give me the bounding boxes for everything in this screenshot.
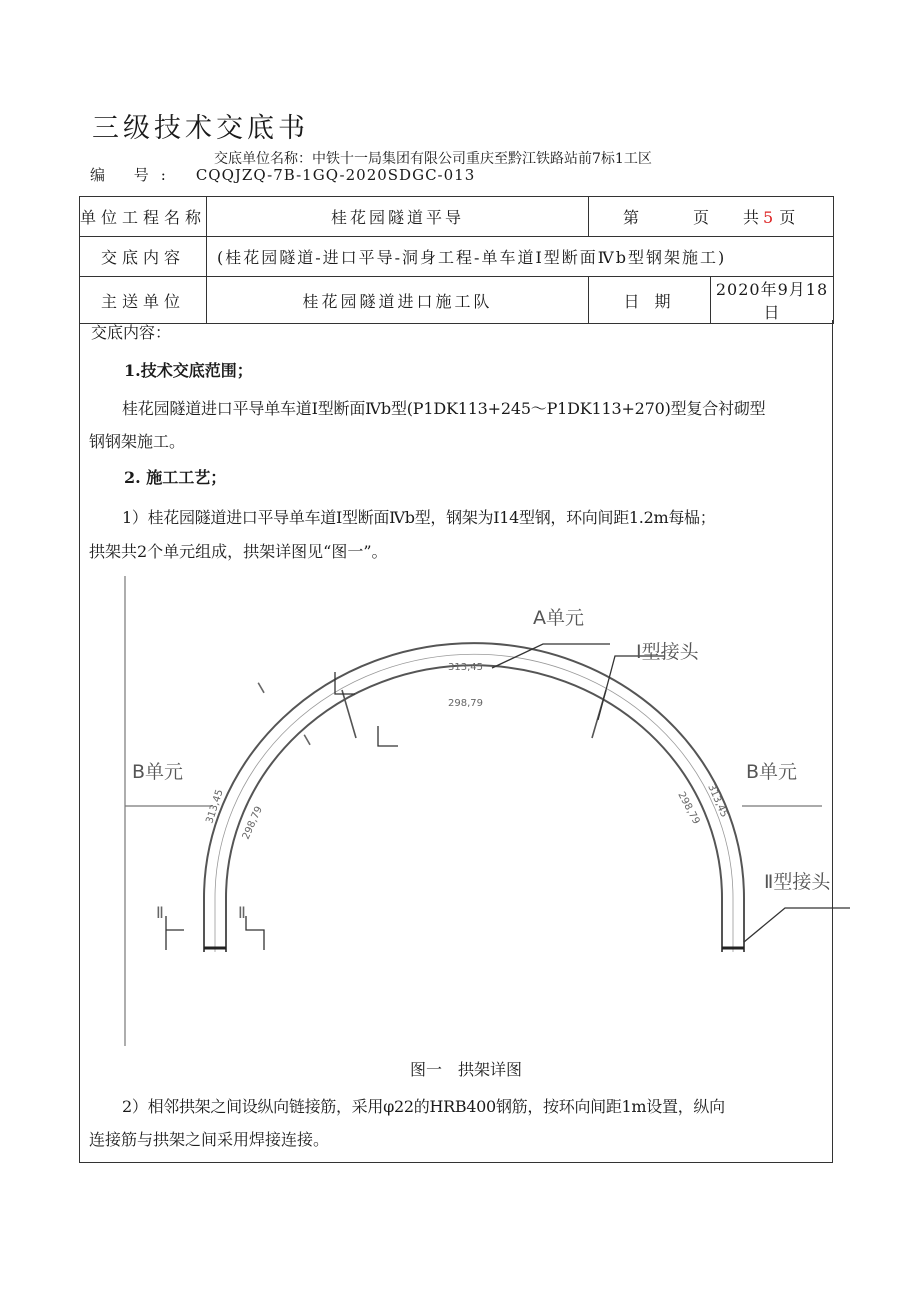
- arch-body: [204, 643, 744, 952]
- section2-para2-line2: 连接筋与拱架之间采用焊接连接。: [89, 1130, 330, 1149]
- figure-labels: [132, 607, 831, 893]
- document-number-row: [90, 164, 475, 185]
- content-intro: 交底内容：: [91, 323, 172, 342]
- section2-para1-line1: 1）桂花园隧道进口平导单车道Ⅰ型断面Ⅳb型，钢架为I14型钢，环向间距1.2m每榀；: [122, 508, 716, 527]
- section2-para1-line2: 拱架共2个单元组成，拱架详图见“图一”。: [89, 542, 388, 561]
- dim-outer-top: 313,45: [448, 662, 483, 673]
- dim-outer-right: 313,45: [705, 782, 730, 820]
- header-table: [79, 196, 834, 324]
- joint-symbol-top-2: [378, 726, 398, 746]
- page-total-prefix: 共: [743, 208, 760, 227]
- recipient-label: 主送单位: [80, 277, 207, 324]
- b-unit-left-label: B单元: [132, 761, 184, 783]
- type2-joint-leader: [744, 908, 850, 942]
- page-suffix: 页: [779, 208, 796, 227]
- page-total: 5: [763, 208, 774, 227]
- joint-symbol-left-2: [246, 916, 264, 950]
- arch-detail-figure: [80, 568, 850, 1058]
- section1-text-line1: 桂花园隧道进口平导单车道Ⅰ型断面Ⅳb型(P1DK113+245～P1DK113+270)型复合衬砌型: [122, 399, 766, 418]
- arch-outer-edge: [204, 643, 744, 952]
- dimension-labels: [204, 662, 729, 841]
- date-label: 日 期: [589, 277, 711, 324]
- joint-mark-1: Ⅰ: [254, 678, 269, 698]
- document-number-label: 编 号:: [90, 166, 178, 184]
- section1-heading: 1.技术交底范围；: [124, 361, 253, 380]
- header-row-unit: [80, 197, 834, 237]
- page-mid: 页: [693, 208, 710, 227]
- dim-inner-left: 298,79: [240, 804, 265, 842]
- b-unit-right-label: B单元: [746, 761, 798, 783]
- recipient-value: 桂花园隧道进口施工队: [207, 277, 589, 324]
- document-number: CQQJZQ-7B-1GQ-2020SDGC-013: [195, 166, 476, 184]
- date-value: 2020年9月18日: [711, 277, 834, 324]
- page-prefix: 第: [623, 208, 640, 227]
- dim-inner-top: 298,79: [448, 698, 483, 709]
- joint-marks: [156, 679, 314, 922]
- type2-joint-label: Ⅱ型接头: [764, 871, 831, 893]
- dim-inner-right: 298,79: [675, 790, 702, 827]
- header-row-content: [80, 237, 834, 277]
- header-row-recipient: [80, 277, 834, 324]
- content-value: (桂花园隧道-进口平导-洞身工程-单车道Ⅰ型断面Ⅳb型钢架施工): [207, 237, 834, 277]
- section2-heading: 2. 施工工艺；: [124, 468, 227, 487]
- figure-caption: 图一 拱架详图: [410, 1060, 523, 1079]
- type1-joint-label: Ⅰ型接头: [636, 641, 699, 663]
- label-leaders: [166, 644, 850, 950]
- content-label: 交底内容: [80, 237, 207, 277]
- dim-outer-left: 313,45: [204, 788, 226, 825]
- joint-symbol-left-1: [166, 916, 184, 950]
- joint-mark-2: Ⅱ: [156, 903, 164, 922]
- page-info: [589, 197, 834, 237]
- joint-mark-2b: Ⅱ: [238, 903, 246, 922]
- document-title: 三级技术交底书: [92, 113, 309, 144]
- a-unit-leader: [492, 644, 610, 668]
- section1-text-line2: 钢钢架施工。: [89, 432, 186, 451]
- issuing-unit: 交底单位名称：中铁十一局集团有限公司重庆至黔江铁路站前7标1工区: [214, 151, 652, 167]
- unit-project-label: 单位工程名称: [80, 197, 207, 237]
- section2-para2-line1: 2）相邻拱架之间设纵向链接筋，采用φ22的HRB400钢筋，按环向间距1m设置，纵向: [122, 1097, 725, 1116]
- type1-joint-leader: [598, 656, 665, 720]
- a-unit-label: A单元: [533, 607, 584, 629]
- joint-mark-1b: Ⅰ: [300, 730, 315, 750]
- unit-project-value: 桂花园隧道平导: [207, 197, 589, 237]
